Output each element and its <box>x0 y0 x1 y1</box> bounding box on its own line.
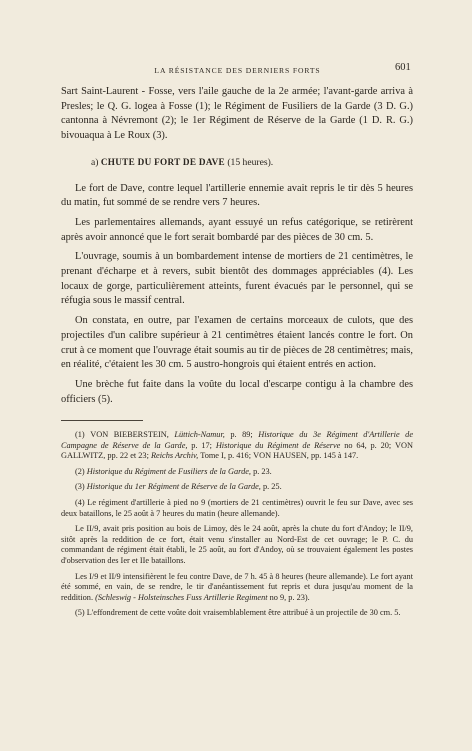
paragraph-4: On constata, en outre, par l'examen de certains morceaux de culots, que des projectiles d'un calibre supérieur à 21 centimètres étaient lancés contre le fort. On crut à ce moment que l'ouvrage était soumis au tir de pièces de 28 centimètres; mais, en réalité, c'étaient les 30 cm. 5 austro-hongrois qui étaient entrés en action. <box>61 315 413 371</box>
author: VON GALLWITZ, <box>61 440 414 461</box>
footnote-5: (5) L'effondrement de cette voûte doit vraisemblablement être attribué à un projectile de 30 cm. 5. <box>75 608 401 618</box>
work-title: Lüttich-Namur, <box>174 430 225 439</box>
work-title: (Schleswig - Holsteinsches Fuss Artillerie Regiment <box>95 592 268 602</box>
paragraph-3: L'ouvrage, soumis à un bombardement intense de mortiers de 21 centimètres, le prenant d'écharpe et à revers, subit bientôt des dommages appréciables (4). Les locaux de gorge, particulièrement atteints, furent évacués par le personnel, qui se réfugia sous le massif central. <box>61 251 413 307</box>
body-text <box>61 85 413 407</box>
work-title: Historique du 3e Régiment d'Artillerie de Campagne de Réserve de la Garde, <box>61 430 414 450</box>
paragraph-1: Le fort de Dave, contre lequel l'artillerie ennemie avait repris le tir dès 5 heures du matin, fut sommé de se rendre vers 7 heures. <box>61 182 413 209</box>
running-title: LA RÉSISTANCE DES DERNIERS FORTS <box>154 66 321 75</box>
work-title: Reichs Archiv, <box>150 451 199 461</box>
page-ref: pp. 22 et 23; <box>107 451 149 461</box>
section-heading <box>61 155 413 171</box>
author: VON HAUSEN, <box>253 451 309 461</box>
page-ref: p. 89; <box>230 430 253 439</box>
work-title: Historique du 1er Régiment de Réserve de la Garde, <box>86 482 261 492</box>
page-number: 601 <box>395 62 411 73</box>
footnote-4-continued: Le II/9, avait pris position au bois de Limoy, dès le 24 août, après la chute du fort d'Andoy; le II/9, sitôt après la reddition de ce fort, était venu s'installer au Nord-Est de cet ouvrage; le P. C. du commandant de régiment était établi, le 25 août, au fort d'Andoy, où se trouvaient également les postes d'observation des Ier et IIe bataillons. <box>61 524 413 565</box>
footnote-divider <box>61 420 143 421</box>
paragraph-2: Les parlementaires allemands, ayant essuyé un refus catégorique, se retirèrent après avoir annoncé que le fort serait bombardé par des pièces de 30 cm. 5. <box>61 216 413 243</box>
footnote-1 <box>61 430 413 462</box>
work-title: Historique du Régiment de Réserve <box>215 440 341 450</box>
footnote-4: (4) Le régiment d'artillerie à pied no 9 (mortiers de 21 centimètres) ouvrit le feu sur Dave, avec ses deux bataillons, le 25 août à 7 heures du matin (heure allemande). <box>61 497 413 518</box>
work-title: Historique du Régiment de Fusiliers de la Garde, <box>86 466 251 476</box>
paragraph-intro: Sart Saint-Laurent - Fosse, vers l'aile gauche de la 2e armée; l'avant-garde arriva à Presles; le Q. G. logea à Fosse (1); le Régiment de Fusiliers de la Garde (3 D. G.) cantonna à Névremont (2); le 1er Régiment de Réserve de la Garde (1 D. R. G.) bivouaqua à Le Roux (3). <box>61 86 413 142</box>
section-title: CHUTE DU FORT DE DAVE <box>100 156 225 167</box>
page-ref: pp. 145 à 147. <box>310 451 359 461</box>
footnote-3 <box>61 482 413 493</box>
footnote-number: (3) <box>75 482 85 492</box>
page-ref: p. 17; <box>191 440 212 450</box>
footnotes <box>61 430 413 624</box>
page-ref: Tome I, p. 416; <box>200 451 252 461</box>
page-ref: p. 25. <box>262 482 282 492</box>
footnote-text: Les I/9 et II/9 intensifièrent le feu contre Dave, de 7 h. 45 à 8 heures (heure allemande). Le fort ayant été sommé, en vain, de se rendre, le tir d'anéantissement fut repris et dura jusqu'au moment de la reddition. <box>61 571 413 602</box>
paragraph-5: Une brèche fut faite dans la voûte du local d'escarpe contigu à la chambre des officiers (5). <box>61 378 413 405</box>
section-time: (15 heures). <box>227 156 274 168</box>
page-ref: p. 23. <box>253 466 272 476</box>
section-letter: a) <box>91 156 99 168</box>
page-ref: no 64, p. 20; <box>344 440 392 450</box>
footnote-number: (2) <box>75 466 85 476</box>
page-ref: no 9, p. 23). <box>269 592 310 602</box>
footnote-number: (1) <box>75 430 85 439</box>
footnote-2 <box>61 467 413 478</box>
footnote-4-final <box>61 572 413 604</box>
author: VON BIEBERSTEIN, <box>90 430 169 439</box>
